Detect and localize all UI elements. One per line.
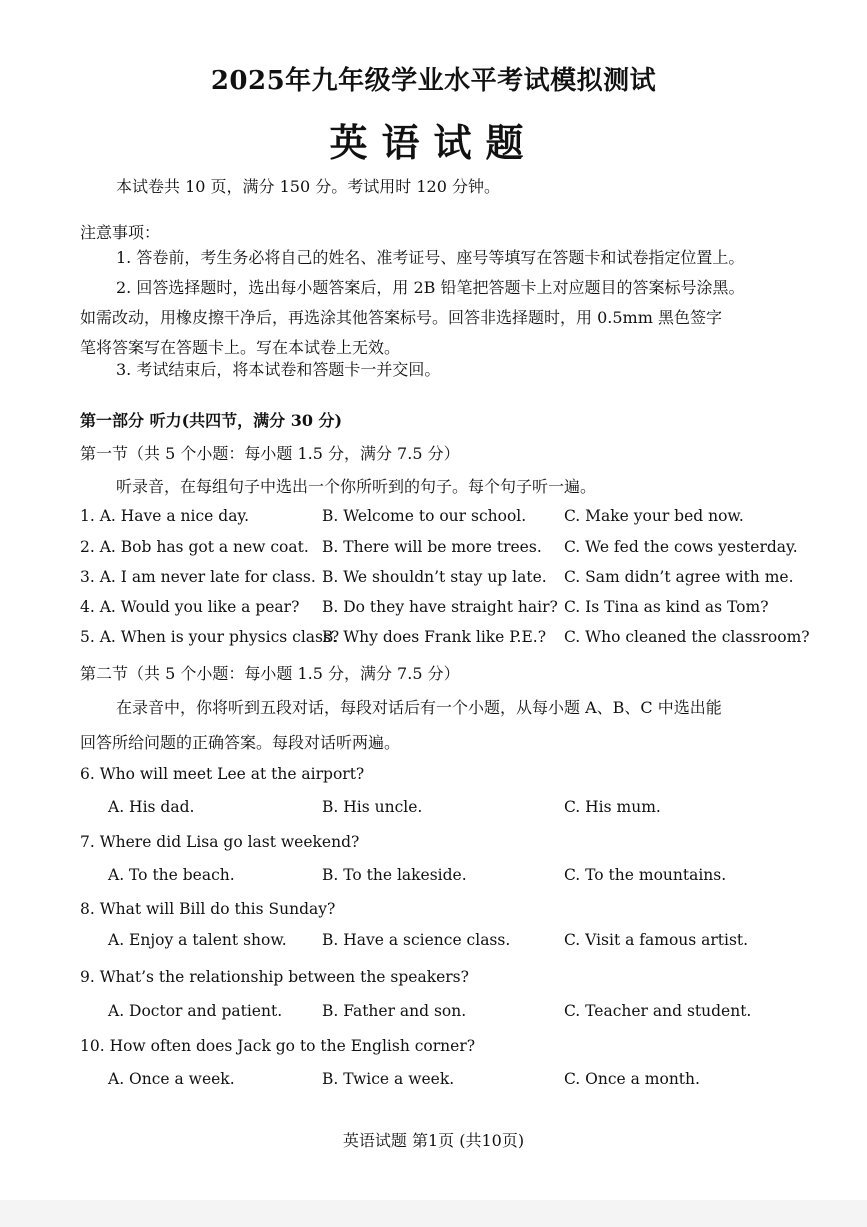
q2-option-c: C. We fed the cows yesterday. [564, 538, 798, 556]
notice-item-3: 3. 考试结束后，将本试卷和答题卡一并交回。 [116, 360, 441, 379]
q5-option-c: C. Who cleaned the classroom? [564, 628, 810, 646]
q3-option-c: C. Sam didn’t agree with me. [564, 568, 794, 586]
q8-option-a: A. Enjoy a talent show. [108, 931, 287, 949]
notice-item-2-line-1: 2. 回答选择题时，选出每小题答案后，用 2B 铅笔把答题卡上对应题目的答案标号涂黑。 [116, 278, 745, 297]
q1-option-c: C. Make your bed now. [564, 507, 744, 525]
q6-option-a: A. His dad. [108, 798, 195, 816]
q10-question: 10. How often does Jack go to the English corner? [80, 1037, 476, 1055]
q6-question: 6. Who will meet Lee at the airport? [80, 765, 365, 783]
q3-option-a: 3. A. I am never late for class. [80, 568, 316, 586]
q3-option-b: B. We shouldn’t stay up late. [322, 568, 547, 586]
section2-instruction-line-1: 在录音中，你将听到五段对话，每段对话后有一个小题，从每小题 A、B、C 中选出能 [116, 698, 722, 717]
q5-option-a: 5. A. When is your physics class? [80, 628, 340, 646]
q7-question: 7. Where did Lisa go last weekend? [80, 833, 360, 851]
q4-option-c: C. Is Tina as kind as Tom? [564, 598, 769, 616]
section2-instruction-line-2: 回答所给问题的正确答案。每段对话听两遍。 [80, 733, 401, 752]
q9-option-c: C. Teacher and student. [564, 1002, 752, 1020]
q8-option-c: C. Visit a famous artist. [564, 931, 749, 949]
q1-option-b: B. Welcome to our school. [322, 507, 527, 525]
q8-question: 8. What will Bill do this Sunday? [80, 900, 336, 918]
q7-option-b: B. To the lakeside. [322, 866, 467, 884]
section2-heading: 第二节（共 5 个小题：每小题 1.5 分，满分 7.5 分） [80, 664, 460, 683]
q2-option-b: B. There will be more trees. [322, 538, 542, 556]
q9-option-b: B. Father and son. [322, 1002, 467, 1020]
part1-heading: 第一部分 听力(共四节，满分 30 分) [80, 411, 343, 430]
section1-heading: 第一节（共 5 个小题：每小题 1.5 分，满分 7.5 分） [80, 444, 460, 463]
exam-intro: 本试卷共 10 页，满分 150 分。考试用时 120 分钟。 [116, 177, 500, 196]
section1-instruction: 听录音，在每组句子中选出一个你所听到的句子。每个句子听一遍。 [116, 477, 597, 496]
exam-title: 2025年九年级学业水平考试模拟测试 [210, 66, 657, 96]
q4-option-b: B. Do they have straight hair? [322, 598, 558, 616]
q9-option-a: A. Doctor and patient. [108, 1002, 283, 1020]
q5-option-b: B. Why does Frank like P.E.? [322, 628, 547, 646]
notice-heading: 注意事项： [80, 223, 161, 242]
q9-question: 9. What’s the relationship between the speakers? [80, 968, 469, 986]
q10-option-c: C. Once a month. [564, 1070, 700, 1088]
q2-option-a: 2. A. Bob has got a new coat. [80, 538, 309, 556]
q6-option-b: B. His uncle. [322, 798, 423, 816]
q10-option-b: B. Twice a week. [322, 1070, 455, 1088]
page-footer: 英语试题 第1页 (共10页) [342, 1131, 525, 1150]
subject-title: 英语试题 [329, 120, 538, 165]
notice-item-1: 1. 答卷前，考生务必将自己的姓名、准考证号、座号等填写在答题卡和试卷指定位置上。 [116, 248, 745, 267]
scan-edge [0, 1200, 867, 1227]
q8-option-b: B. Have a science class. [322, 931, 511, 949]
q1-option-a: 1. A. Have a nice day. [80, 507, 250, 525]
notice-item-2-line-3: 笔将答案写在答题卡上。写在本试卷上无效。 [80, 338, 401, 357]
q4-option-a: 4. A. Would you like a pear? [80, 598, 300, 616]
q6-option-c: C. His mum. [564, 798, 661, 816]
q7-option-c: C. To the mountains. [564, 866, 727, 884]
q10-option-a: A. Once a week. [108, 1070, 235, 1088]
notice-item-2-line-2: 如需改动，用橡皮擦干净后，再选涂其他答案标号。回答非选择题时，用 0.5mm 黑色签字 [80, 308, 722, 327]
q7-option-a: A. To the beach. [108, 866, 235, 884]
